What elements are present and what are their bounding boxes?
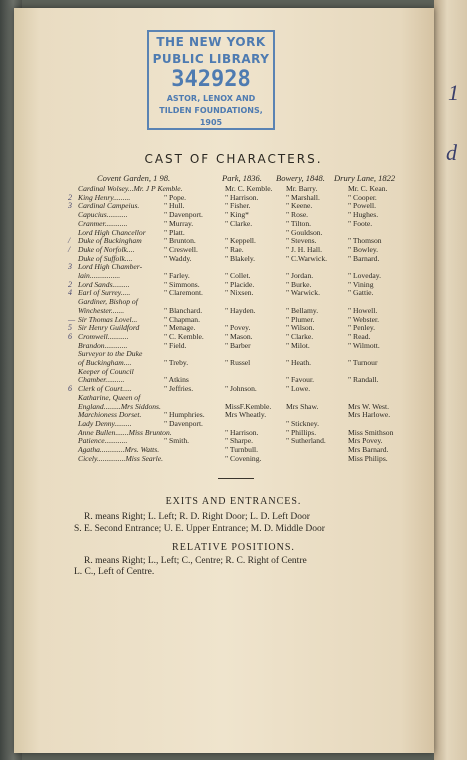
cast-role: Lord High Chancellor <box>78 227 146 237</box>
cast-actor: " Loveday. <box>348 271 381 280</box>
cast-actor: " Warwick. <box>286 288 320 298</box>
exits-title: EXITS AND ENTRANCES. <box>165 496 302 507</box>
cast-actor: " Clarke. <box>286 331 314 341</box>
cast-row <box>0 428 467 437</box>
cast-role: Marchioness Dorset. <box>78 410 142 420</box>
cast-role: Sir Thomas Lovel... <box>78 314 138 324</box>
cast-actor: " Nixsen. <box>225 288 254 298</box>
cast-row <box>0 410 467 419</box>
cast-row <box>0 349 467 358</box>
cast-actor: " Davenport. <box>164 418 203 428</box>
theatre-header: Covent Garden, 1 98. <box>97 173 171 183</box>
handwritten-annotation: / <box>68 236 71 246</box>
cast-role: Lord Sands......... <box>78 279 130 289</box>
cast-actor: " King* <box>225 210 249 220</box>
cast-actor: " Smith. <box>164 436 190 446</box>
cast-actor: " Wilson. <box>286 323 315 333</box>
cast-actor: " Bellamy. <box>286 305 319 315</box>
cast-role: Surveyor to the Duke <box>78 349 143 359</box>
cast-actor: " Sharpe. <box>225 436 253 446</box>
cast-row <box>0 306 467 315</box>
handwritten-annotation: — <box>68 314 76 324</box>
handwritten-annotation: 4 <box>68 288 72 298</box>
cast-actor: " Simmons. <box>164 279 200 289</box>
cast-actor: Miss Smithson <box>348 427 394 437</box>
cast-role: Capucius........... <box>78 210 128 220</box>
cast-actor: " Lowe. <box>286 384 311 394</box>
cast-actor: " Harrison. <box>225 192 259 202</box>
cast-role: Chamber.......... <box>78 375 125 385</box>
cast-actor: " Atkins <box>164 375 189 385</box>
cast-row <box>0 184 467 193</box>
cast-actor: " Rose. <box>286 210 309 220</box>
cast-actor: " Rae. <box>225 244 244 254</box>
cast-actor: " Penley. <box>348 323 376 333</box>
cast-role: Duke of Buckingham <box>78 236 142 246</box>
cast-actor: " Thomson <box>348 236 382 246</box>
cast-actor: " Hughes. <box>348 210 379 220</box>
cast-actor: Mrs Shaw. <box>286 401 319 411</box>
cast-actor: " Turnbull. <box>225 445 259 454</box>
cast-role: lain................ <box>78 271 121 280</box>
cast-role: Duke of Norfolk.... <box>78 244 135 254</box>
handwritten-annotation: 6 <box>68 384 72 394</box>
cast-actor: " Platt. <box>164 227 185 237</box>
cast-role: Cardinal Wolsey...Mr. J P Kemble. <box>78 184 183 193</box>
cast-actor: " Creswell. <box>164 244 198 254</box>
cast-role: Brandon............ <box>78 340 128 350</box>
handwritten-annotation: 5 <box>68 323 72 333</box>
cast-actor: " Heath. <box>286 358 312 367</box>
cast-role: King Henry......... <box>78 192 131 202</box>
cast-actor: " Milot. <box>286 340 310 350</box>
cast-actor: " Randall. <box>348 375 379 385</box>
cast-actor: " Murray. <box>164 218 194 228</box>
cast-actor: " Barnard. <box>348 253 380 263</box>
cast-actor: " C.Warwick. <box>286 253 328 263</box>
cast-role: Duke of Suffolk.... <box>78 253 133 263</box>
stamp-line-1: THE NEW YORK <box>156 35 266 49</box>
section-divider <box>218 478 254 479</box>
cast-actor: " Stickney. <box>286 418 319 428</box>
handwritten-annotation: / <box>68 244 71 254</box>
cast-actor: Mr. Barry. <box>286 184 318 193</box>
handwritten-annotation: 2 <box>68 192 72 202</box>
cast-actor: Mr. C. Kean. <box>348 184 388 193</box>
cast-actor: " Chapman. <box>164 314 200 324</box>
stamp-line-4: TILDEN FOUNDATIONS, <box>159 106 263 115</box>
cast-actor: " Treby. <box>164 358 189 367</box>
cast-role: Lord High Chamber- <box>78 262 143 272</box>
cast-actor: Mrs Harlowe. <box>348 410 391 420</box>
cast-row <box>0 375 467 384</box>
cast-row <box>0 402 467 411</box>
cast-actor: " Johnson. <box>225 384 257 394</box>
cast-actor: " C. Kemble. <box>164 331 204 341</box>
cast-actor: " Russel <box>225 358 251 367</box>
cast-actor: " Keppell. <box>225 236 256 246</box>
cast-row <box>0 228 467 237</box>
cast-actor: Mrs Povey. <box>348 436 383 446</box>
handwritten-annotation: 3 <box>68 201 72 211</box>
cast-actor: " Foote. <box>348 218 373 228</box>
cast-actor: " Powell. <box>348 201 376 211</box>
handwritten-annotation: 3 <box>68 262 72 272</box>
cast-role: Sir Henry Guildford <box>78 323 140 333</box>
cast-actor: " Tilton. <box>286 218 312 228</box>
cast-actor: " Brunton. <box>164 236 196 246</box>
cast-actor: " Barber <box>225 340 251 350</box>
cast-actor: " Webster. <box>348 314 380 324</box>
cast-actor: " Fisher. <box>225 201 251 211</box>
cast-actor: " Placide. <box>225 279 255 289</box>
cast-actor: " Gattie. <box>348 288 374 298</box>
handwritten-annotation: 2 <box>68 279 72 289</box>
cast-row <box>0 254 467 263</box>
adjacent-page-handwriting: d <box>446 140 457 165</box>
cast-role: Clerk of Court..... <box>78 384 132 394</box>
cast-role: Cromwell........... <box>78 331 129 341</box>
cast-row <box>0 454 467 463</box>
cast-row <box>0 419 467 428</box>
cast-row <box>0 341 467 350</box>
cast-actor: " Collet. <box>225 271 251 280</box>
cast-actor: " Blanchard. <box>164 305 203 315</box>
stamp-line-2: PUBLIC LIBRARY <box>152 52 270 66</box>
cast-role: Anne Bullen.......Miss Brunton. <box>78 427 172 437</box>
cast-row <box>0 297 467 306</box>
cast-actor: " Jordan. <box>286 271 314 280</box>
cast-actor: Mr. C. Kemble. <box>225 184 273 193</box>
cast-role: Keeper of Council <box>78 366 134 376</box>
cast-actor: " Povey. <box>225 323 251 333</box>
library-stamp <box>147 30 275 130</box>
cast-actor: " Mason. <box>225 331 253 341</box>
handwritten-annotation: 6 <box>68 331 72 341</box>
cast-actor: " Bowley. <box>348 244 379 254</box>
stamp-year: 1905 <box>199 118 223 127</box>
cast-actor: " Read. <box>348 331 371 341</box>
cast-role: Patience............ <box>78 436 128 446</box>
cast-row <box>0 271 467 280</box>
cast-row <box>0 436 467 445</box>
cast-actor: " Favour. <box>286 375 314 385</box>
exits-line-2: S. E. Second Entrance; U. E. Upper Entrance; M. D. Middle Door <box>74 524 325 534</box>
cast-actor: " Pope. <box>164 192 187 202</box>
cast-actor: " Humphries. <box>164 410 205 420</box>
stamp-number: 342928 <box>171 67 251 92</box>
cast-actor: " Clarke. <box>225 218 253 228</box>
cast-role: Cranmer............ <box>78 218 128 228</box>
cast-actor: Miss Philips. <box>348 453 388 463</box>
cast-role: Cardinal Campeius. <box>78 201 140 211</box>
cast-role: Gardiner, Bishop of <box>78 297 138 307</box>
cast-actor: Mrs Barnard. <box>348 445 389 454</box>
cast-actor: " Cooper. <box>348 192 377 202</box>
cast-actor: " Hayden. <box>225 305 256 315</box>
cast-actor: " Hull. <box>164 201 185 211</box>
cast-actor: " Jeffries. <box>164 384 194 394</box>
cast-actor: " Davenport. <box>164 210 203 220</box>
cast-actor: " Turnour <box>348 358 378 367</box>
stamp-line-3: ASTOR, LENOX AND <box>166 94 256 103</box>
cast-row <box>0 393 467 402</box>
theatre-header: Park, 1836. <box>222 173 262 183</box>
cast-actor: Mrs W. West. <box>348 401 390 411</box>
cast-actor: " J. H. Hall. <box>286 244 323 254</box>
cast-role: Agatha.............Mrs. Watts. <box>78 445 160 454</box>
cast-role: Katharine, Queen of <box>78 392 141 402</box>
cast-actor: " Keene. <box>286 201 313 211</box>
cast-actor: " Burke. <box>286 279 312 289</box>
cast-actor: " Howell. <box>348 305 378 315</box>
exits-line-1: R. means Right; L. Left; R. D. Right Door; L. D. Left Door <box>84 512 310 522</box>
relative-line-2: L. C., Left of Centre. <box>74 567 155 577</box>
relative-line-1: R. means Right; L., Left; C., Centre; R. C. Right of Centre <box>84 556 307 566</box>
cast-actor: Mrs Wheatly. <box>225 410 267 420</box>
cast-role: of Buckingham.... <box>78 358 132 367</box>
cast-actor: " Phillips. <box>286 427 317 437</box>
cast-actor: " Covening. <box>225 453 262 463</box>
cast-actor: " Blakely. <box>225 253 256 263</box>
cast-actor: " Stevens. <box>286 236 317 246</box>
cast-actor: " Marshall. <box>286 192 320 202</box>
relative-positions-title: RELATIVE POSITIONS. <box>172 542 295 553</box>
cast-actor: " Sutherland. <box>286 436 326 446</box>
cast-actor: " Wilmott. <box>348 340 380 350</box>
cast-actor: " Menage. <box>164 323 196 333</box>
cast-actor: " Plumer. <box>286 314 315 324</box>
cast-actor: " Waddy. <box>164 253 192 263</box>
theatre-header: Drury Lane, 1822 <box>334 173 396 183</box>
cast-row <box>0 445 467 454</box>
cast-row <box>0 210 467 219</box>
cast-actor: " Vining <box>348 279 374 289</box>
cast-actor: " Claremont. <box>164 288 203 298</box>
adjacent-page-handwriting: 1 <box>448 80 459 105</box>
cast-role: Cicely...............Miss Searle. <box>78 453 163 463</box>
cast-actor: " Gouldson. <box>286 227 323 237</box>
cast-row <box>0 219 467 228</box>
cast-role: Winchester....... <box>78 305 125 315</box>
cast-role: Lady Denny......... <box>78 418 132 428</box>
cast-row <box>0 367 467 376</box>
page-title: CAST OF CHARACTERS. <box>144 152 323 166</box>
cast-row <box>0 358 467 367</box>
theatre-header: Bowery, 1848. <box>276 173 325 183</box>
cast-actor: " Harrison. <box>225 427 259 437</box>
cast-actor: " Farley. <box>164 271 190 280</box>
cast-role: England.........Mrs Siddons. <box>78 401 161 411</box>
cast-actor: MissF.Kemble. <box>225 401 272 411</box>
cast-actor: " Field. <box>164 340 187 350</box>
cast-role: Earl of Surrey..... <box>78 288 131 298</box>
